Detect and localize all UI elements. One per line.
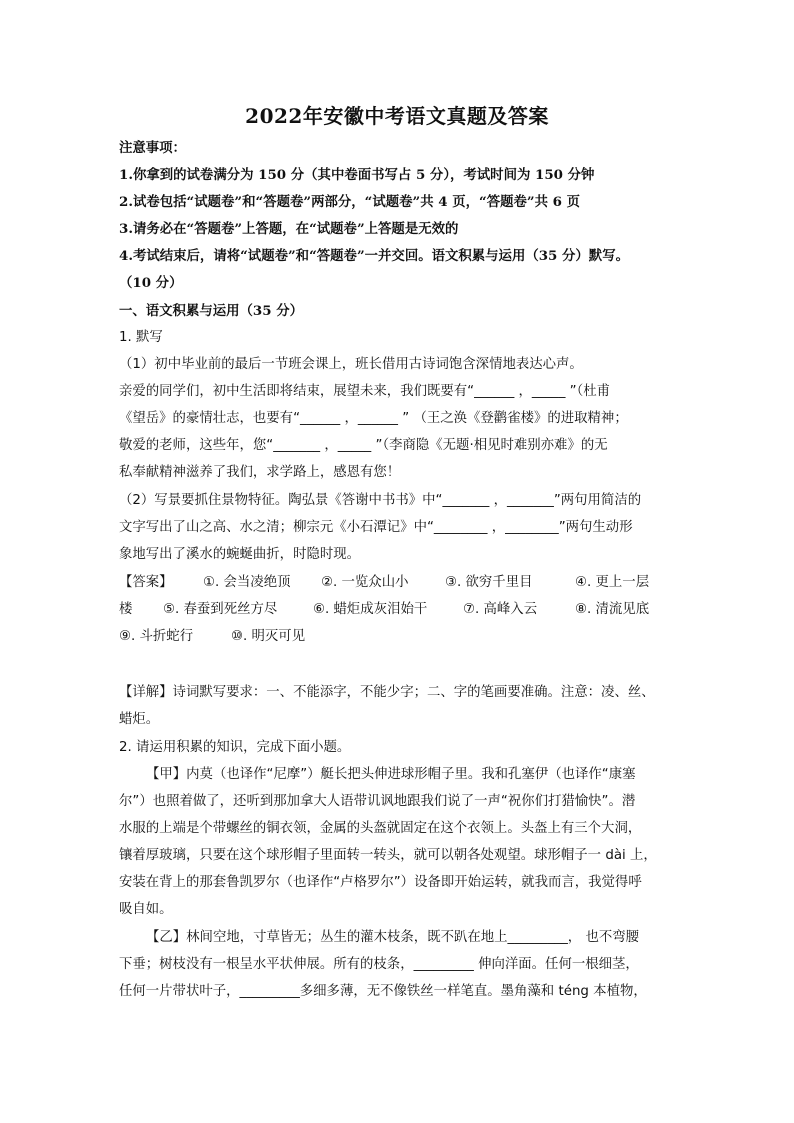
detail-line: 蜡炬。 bbox=[119, 712, 160, 727]
question-1-part-2-line: 象地写出了溪水的蜿蜒曲折，时隐时现。 bbox=[119, 547, 361, 562]
question-1-part-2-line: 文字写出了山之高、水之清；柳宗元《小石潭记》中“________ ，________”两句生动形 bbox=[119, 520, 633, 535]
detail-line: 【详解】诗词默写要求：一、不能添字，不能少字；二、字的笔画要准确。注意：凌、丝、 bbox=[119, 685, 655, 700]
answer-item: ③. 欲穷千里目 bbox=[445, 575, 533, 590]
question-1-line: 《望岳》的豪情壮志，也要有“______ ，______ ” （王之涣《登鹳雀楼》的进取精神； bbox=[119, 411, 628, 426]
question-1-line: 私奉献精神滋养了我们，求学路上，感恩有您！ bbox=[119, 465, 401, 480]
notice-item-1: 1.你拿到的试卷满分为 150 分（其中卷面书写占 5 分），考试时间为 150 分钟 bbox=[119, 167, 595, 183]
answer-item: ⑧. 清流见底 bbox=[575, 602, 650, 617]
question-1-part-1: （1）初中毕业前的最后一节班会课上，班长借用古诗词饱含深情地表达心声。 bbox=[119, 357, 583, 372]
passage-jia-line: 水服的上端是个带螺丝的铜衣领，金属的头盔就固定在这个衣领上。头盔上有三个大洞， bbox=[119, 821, 642, 836]
question-1-line: 亲爱的同学们，初中生活即将结束，展望未来，我们既要有“______ ，_____ ”（杜甫 bbox=[119, 384, 611, 399]
passage-yi-line: 【乙】林间空地，寸草皆无；丛生的灌木枝条，既不趴在地上_________， 也不弯腰 bbox=[146, 930, 640, 945]
answer-item: ⑦. 高峰入云 bbox=[463, 602, 538, 617]
passage-jia-line: 【甲】内莫（也译作“尼摩”）艇长把头伸进球形帽子里。我和孔塞伊（也译作“康塞 bbox=[146, 767, 636, 782]
answer-item: 楼 bbox=[119, 602, 133, 617]
notice-item-3: 3.请务必在“答题卷”上答题，在“试题卷”上答题是无效的 bbox=[119, 221, 459, 237]
notice-item-4: 4.考试结束后，请将“试题卷”和“答题卷”一并交回。语文积累与运用（35 分）默写。 bbox=[119, 248, 629, 264]
answer-item: ⑤. 春蚕到死丝方尽 bbox=[163, 602, 278, 617]
section-heading: 一、语文积累与运用（35 分） bbox=[119, 303, 303, 319]
passage-jia-line: 尔”）也照着做了，还听到那加拿大人语带讥讽地跟我们说了一声“祝你们打猎愉快”。潜 bbox=[119, 794, 636, 809]
notice-item-2: 2.试卷包括“试题卷”和“答题卷”两部分，“试题卷”共 4 页，“答题卷”共 6 页 bbox=[119, 194, 581, 210]
answer-row-1 bbox=[119, 574, 684, 592]
answer-item: ②. 一览众山小 bbox=[321, 575, 409, 590]
answer-item: ①. 会当凌绝顶 bbox=[203, 575, 291, 590]
question-1-part-2-line: （2）写景要抓住景物特征。陶弘景《答谢中书书》中“_______ ，_______”两句用简洁的 bbox=[119, 493, 642, 508]
answer-row-2 bbox=[119, 601, 684, 619]
answer-row-3 bbox=[119, 628, 684, 646]
page-title: 2022年安徽中考语文真题及答案 bbox=[245, 104, 549, 128]
answer-item: ④. 更上一层 bbox=[575, 575, 650, 590]
answer-item: ⑨. 斗折蛇行 bbox=[119, 629, 194, 644]
answer-item: ⑩. 明灭可见 bbox=[231, 629, 306, 644]
question-2-label: 2. 请运用积累的知识，完成下面小题。 bbox=[119, 740, 351, 755]
answer-label: 【答案】 bbox=[119, 575, 173, 590]
passage-jia-line: 吸自如。 bbox=[119, 902, 173, 917]
question-1-line: 敬爱的老师，这些年，您“_______ ，_____ ”（李商隐《无题·相见时难别亦难》的无 bbox=[119, 438, 608, 453]
passage-jia-line: 安装在背上的那套鲁凯罗尔（也译作“卢格罗尔”）设备即开始运转，就我而言，我觉得呼 bbox=[119, 875, 642, 890]
notice-heading: 注意事项： bbox=[119, 140, 186, 156]
question-1-label: 1. 默写 bbox=[119, 330, 163, 345]
passage-yi-line: 下垂；树枝没有一根呈水平状伸展。所有的枝条，_________ 伸向洋面。任何一根细茎， bbox=[119, 957, 639, 972]
passage-jia-line: 镶着厚玻璃，只要在这个球形帽子里面转一转头，就可以朝各处观望。球形帽子一 dài 上， bbox=[119, 848, 657, 863]
notice-item-5: （10 分） bbox=[119, 275, 183, 291]
passage-yi-line: 任何一片带状叶子，_________多细多薄，无不像铁丝一样笔直。墨角藻和 téng 本植物， bbox=[119, 984, 647, 999]
answer-item: ⑥. 蜡炬成灰泪始干 bbox=[313, 602, 428, 617]
